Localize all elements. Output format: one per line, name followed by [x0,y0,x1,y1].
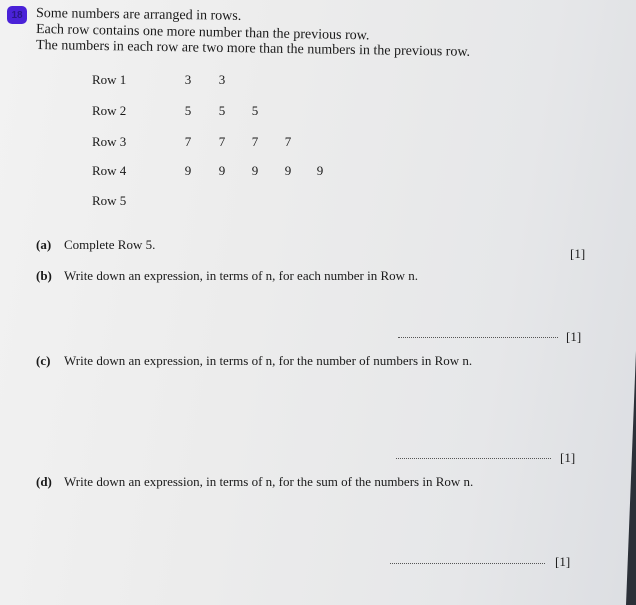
row-value: 7 [184,134,192,149]
intro-line: Some numbers are arranged in rows. [35,6,242,24]
row-value: 3 [218,72,226,87]
part-tag: (b) [36,268,52,283]
row-label: Row 5 [92,193,127,208]
row-label: Row 4 [92,163,127,178]
row-value: 9 [284,163,292,178]
answer-line-b[interactable] [398,337,558,338]
part-tag: (d) [36,474,52,489]
row-value: 3 [184,72,192,87]
answer-line-c[interactable] [396,458,551,459]
row-value: 7 [251,134,259,149]
question-number: 18 [11,9,23,21]
part-a-marks: [1] [570,246,586,261]
row-value: 9 [184,163,192,178]
question-number-badge [7,6,27,24]
row-label: Row 1 [92,72,127,87]
part-text: Complete Row 5. [64,237,156,252]
intro-line: The numbers in each row are two more than the numbers in the previous row. [35,38,471,60]
answer-line-d[interactable] [390,563,545,564]
part-tag: (c) [36,353,51,368]
row-label: Row 3 [92,134,127,149]
part-c-marks: [1] [560,450,576,465]
row-value: 7 [218,134,226,149]
row-value: 5 [218,103,226,118]
row-value: 5 [251,103,259,118]
row-value: 9 [251,163,259,178]
part-tag: (a) [36,237,52,252]
background-edge [596,0,636,605]
row-value: 9 [316,163,324,178]
row-value: 7 [284,134,292,149]
part-b-marks: [1] [566,329,582,344]
part-text: Write down an expression, in terms of n, for the sum of the numbers in Row n. [64,474,474,489]
row-value: 9 [218,163,226,178]
part-text: Write down an expression, in terms of n, for each number in Row n. [64,268,419,283]
row-value: 5 [184,103,192,118]
question-intro [35,6,471,60]
intro-line: Each row contains one more number than the previous row. [35,22,370,44]
row-label: Row 2 [92,103,127,118]
part-d-marks: [1] [555,554,571,569]
part-text: Write down an expression, in terms of n, for the number of numbers in Row n. [64,353,473,368]
